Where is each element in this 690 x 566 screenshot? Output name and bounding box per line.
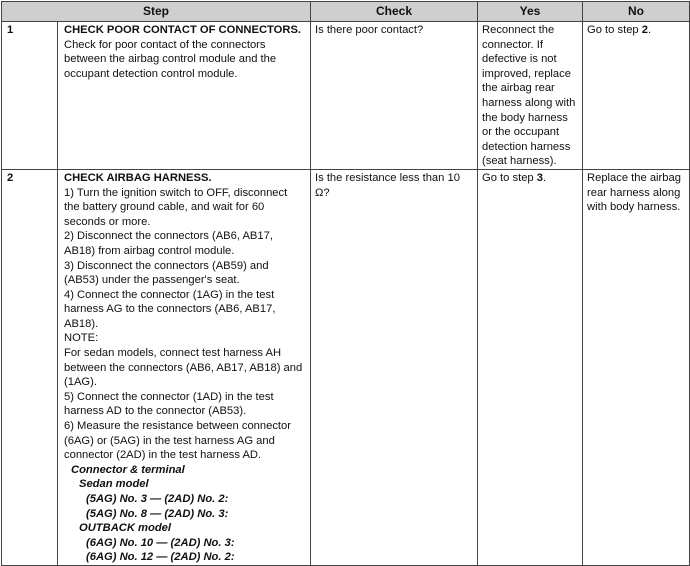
table-row-step-1 [2,22,690,170]
header-yes: Yes [478,2,583,22]
header-no: No [583,2,690,22]
no-cell: Replace the airbag rear harness along with body harness. [583,169,690,565]
yes-cell [478,169,583,565]
table-header-row [2,2,690,22]
check-cell: Is the resistance less than 10 Ω? [311,169,478,565]
substep-2: 2) Disconnect the connectors (AB6, AB17, AB18) from airbag control module. [64,230,273,257]
step-number: 1 [2,22,58,170]
substep-5: 5) Connect the connector (1AD) in the test harness AD to the connector (AB53). [64,390,274,418]
no-cell [583,22,690,170]
yes-step-link: 3 [536,171,543,184]
step-cell [58,22,311,170]
note-text: For sedan models, connect test harness AH between the connectors (AB6, AB17, AB18) and (1AG). [64,347,303,389]
substep-3: 3) Disconnect the connectors (AB59) and (AB53) under the passenger's seat. [64,259,269,287]
substep-1: 1) Turn the ignition switch to OFF, disconnect the battery ground cable, and wait for 60 seconds or more. [64,186,288,228]
check-cell: Is there poor contact? [311,22,478,170]
substep-4: 4) Connect the connector (1AG) in the test harness AG to the connectors (AB6, AB17, AB18). [64,288,276,330]
no-suffix: . [647,24,652,36]
diagnostic-table [1,1,690,566]
sedan-terminal-1: (5AG) No. 3 — (2AD) No. 2: [86,493,229,505]
outback-terminal-2: (6AG) No. 12 — (2AD) No. 2: [86,551,235,564]
substep-6: 6) Measure the resistance between connector (6AG) or (5AG) in the test harness AG and connector (2AD) in the test harness AD. [64,420,291,462]
terminal-heading: Connector & terminal [71,463,185,476]
outback-terminal-1: (6AG) No. 10 — (2AD) No. 3: [86,536,235,549]
sedan-heading: Sedan model [79,478,149,491]
outback-heading: OUTBACK model [79,522,171,535]
step-cell [58,169,311,565]
yes-cell: Reconnect the connector. If defective is not improved, replace the airbag rear harness along with the body harness or the occupant detection harness (seat harness). [478,22,583,170]
header-check: Check [311,2,478,22]
no-step-link: 2 [641,24,648,36]
header-step: Step [2,2,311,22]
yes-prefix: Go to step [482,171,537,184]
step-text: Check for poor contact of the connectors between the airbag control module and the occupant detection control module. [64,38,277,80]
sedan-terminal-2: (5AG) No. 8 — (2AD) No. 3: [86,507,229,520]
no-prefix: Go to step [587,24,642,36]
table-row-step-2 [2,169,690,565]
yes-suffix: . [542,171,547,184]
note-label: NOTE: [64,332,99,345]
step-number: 2 [2,169,58,565]
step-title: CHECK AIRBAG HARNESS. [64,171,212,184]
step-title: CHECK POOR CONTACT OF CONNECTORS. [64,24,302,36]
